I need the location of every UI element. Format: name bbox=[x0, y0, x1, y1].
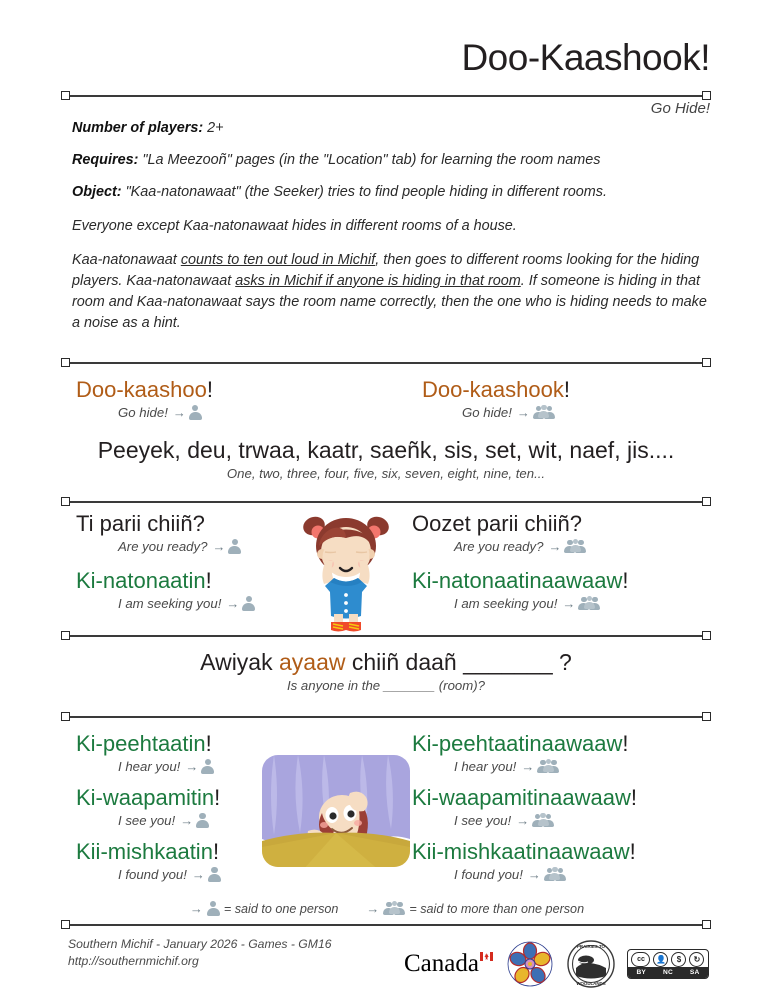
found-plural-michif bbox=[412, 838, 710, 865]
michif-punct: ? bbox=[569, 511, 582, 536]
rule-cap-right bbox=[702, 631, 711, 640]
object-line bbox=[72, 182, 717, 203]
see-plural-michif bbox=[412, 784, 710, 811]
cc-logo-icon: cc bbox=[631, 952, 650, 967]
found-plural-column bbox=[386, 730, 710, 884]
gloss-text: I am seeking you! bbox=[118, 596, 222, 611]
prairies-to-woodlands-logo bbox=[567, 940, 615, 988]
players-value: 2+ bbox=[207, 120, 224, 136]
one-person-icon bbox=[242, 596, 255, 611]
arrow-icon: → bbox=[180, 813, 194, 828]
many-people-icon bbox=[578, 596, 600, 611]
gloss-text: I see you! bbox=[118, 813, 176, 828]
michif-text: Doo-kaashook bbox=[422, 377, 564, 402]
michif-text: Kii-mishkaatin bbox=[76, 839, 213, 864]
rule-cap-left bbox=[61, 497, 70, 506]
rule-bar bbox=[66, 95, 706, 97]
girl-covering-eyes-illustration bbox=[294, 502, 398, 634]
cc-nc-label: NC bbox=[662, 969, 673, 976]
ready-plural-column bbox=[386, 510, 710, 613]
arrow-icon: → bbox=[548, 539, 562, 554]
rule-cap-right bbox=[702, 920, 711, 929]
michif-text: Ti parii chiiñ bbox=[76, 511, 193, 536]
ask-michif-line bbox=[62, 647, 710, 677]
gloss-text: I hear you! bbox=[118, 759, 181, 774]
intro-paragraph-2 bbox=[72, 250, 717, 334]
intro-p2-part-a: Kaa-natonawaat bbox=[72, 252, 181, 268]
divider-rule-4 bbox=[62, 712, 710, 722]
divider-rule-footer bbox=[62, 920, 710, 930]
one-person-icon bbox=[189, 405, 202, 420]
gloss-text: Are you ready? bbox=[454, 539, 544, 554]
ask-part-b: chiiñ daañ _______ ? bbox=[345, 649, 572, 675]
gloss-text: I found you! bbox=[118, 867, 187, 882]
gloss-text: I am seeking you! bbox=[454, 596, 558, 611]
rule-cap-left bbox=[61, 358, 70, 367]
rule-cap-right bbox=[702, 712, 711, 721]
section-go-hide bbox=[62, 376, 710, 483]
many-people-icon bbox=[532, 813, 554, 828]
michif-text: Doo-kaashoo bbox=[76, 377, 207, 402]
arrow-icon: → bbox=[212, 539, 226, 554]
section-is-anyone bbox=[62, 647, 710, 695]
michif-punct: ! bbox=[563, 377, 570, 402]
footer-url[interactable]: http://southernmichif.org bbox=[68, 954, 199, 968]
go-hide-singular bbox=[62, 376, 386, 422]
canada-wordmark-text: Canada bbox=[404, 950, 479, 977]
intro-p2-part-c: . If someone is hiding in that room and Kaa-natonawaat says the room name correctly, then the one who is hiding needs to make a noise as a hint. bbox=[72, 273, 707, 331]
one-person-icon bbox=[196, 813, 209, 828]
many-people-icon bbox=[383, 901, 405, 916]
michif-text: Ki-peehtaatinaawaaw bbox=[412, 731, 623, 756]
rule-bar bbox=[66, 716, 706, 718]
michif-punct: ! bbox=[214, 785, 221, 810]
michif-text: Ki-waapamitinaawaaw bbox=[412, 785, 631, 810]
go-hide-singular-gloss bbox=[76, 403, 386, 422]
michif-text: Ki-peehtaatin bbox=[76, 731, 206, 756]
gloss-text: Are you ready? bbox=[118, 539, 208, 554]
cc-labels-row bbox=[628, 967, 708, 978]
many-people-icon bbox=[564, 539, 586, 554]
go-hide-plural-gloss bbox=[404, 403, 710, 422]
michif-punct: ! bbox=[629, 839, 636, 864]
rule-cap-right bbox=[702, 358, 711, 367]
page-header bbox=[62, 36, 710, 80]
cc-by-label: BY bbox=[636, 969, 647, 976]
go-hide-plural bbox=[386, 376, 710, 422]
intro-p2-part-b: , then goes to different rooms looking for the hiding players. Kaa-natonawaat bbox=[72, 252, 700, 289]
footer-line-1: Southern Michif - January 2026 - Games - GM16 bbox=[68, 937, 332, 951]
players-label: Number of players: bbox=[72, 120, 204, 136]
footer-logos bbox=[404, 936, 714, 992]
cc-by-icon: 👤 bbox=[653, 952, 668, 967]
arrow-icon: → bbox=[185, 759, 199, 774]
intro-p2-underline-1: counts to ten out loud in Michif bbox=[180, 252, 376, 268]
cc-sa-icon: ↻ bbox=[689, 952, 704, 967]
many-people-icon bbox=[533, 405, 555, 420]
counting-line: Peeyek, deu, trwaa, kaatr, saeñk, sis, set, wit, naef, jis.... bbox=[97, 437, 675, 463]
ready-plural-gloss bbox=[412, 537, 710, 556]
gloss-text: Go hide! bbox=[462, 405, 512, 420]
one-person-icon bbox=[228, 539, 241, 554]
page-subtitle: Go Hide! bbox=[650, 100, 710, 117]
rule-cap-left bbox=[61, 712, 70, 721]
southern-michif-flower-logo bbox=[505, 939, 555, 989]
arrow-icon: → bbox=[226, 596, 240, 611]
intro-p2-underline-2: asks in Michif if anyone is hiding in that room bbox=[235, 273, 521, 289]
rule-bar bbox=[66, 635, 706, 637]
found-plural-gloss bbox=[412, 865, 710, 884]
michif-punct: ! bbox=[212, 839, 220, 864]
seeking-plural-gloss bbox=[412, 594, 710, 613]
divider-rule-3 bbox=[62, 631, 710, 641]
go-hide-plural-michif bbox=[404, 376, 710, 403]
seeking-plural-michif bbox=[412, 567, 710, 594]
rule-cap-left bbox=[61, 91, 70, 100]
go-hide-singular-michif bbox=[76, 376, 386, 403]
rule-cap-right bbox=[702, 91, 711, 100]
requires-label: Requires: bbox=[72, 152, 139, 168]
canada-flag-icon bbox=[480, 952, 493, 961]
michif-text: Oozet parii chiiñ bbox=[412, 511, 570, 536]
intro-paragraph-1: Everyone except Kaa-natonawaat hides in different rooms of a house. bbox=[72, 218, 517, 234]
go-hide-columns bbox=[62, 376, 710, 422]
hear-plural-michif bbox=[412, 730, 710, 757]
legend-plural-label: = said to more than one person bbox=[409, 901, 585, 916]
one-person-icon bbox=[201, 759, 214, 774]
many-people-icon bbox=[537, 759, 559, 774]
requires-value: "La Meezooñ" pages (in the "Location" tab) for learning the room names bbox=[142, 152, 601, 168]
legend-item-single bbox=[188, 901, 338, 916]
cc-sa-label: SA bbox=[689, 969, 700, 976]
arrow-icon: → bbox=[521, 759, 535, 774]
object-label: Object: bbox=[72, 184, 122, 200]
michif-punct: ! bbox=[622, 568, 629, 593]
gloss-text: I found you! bbox=[454, 867, 523, 882]
found-singular-gloss bbox=[76, 865, 386, 884]
michif-punct: ! bbox=[622, 731, 629, 756]
michif-text: Ki-waapamitin bbox=[76, 785, 215, 810]
rule-bar bbox=[66, 362, 706, 364]
arrow-icon: → bbox=[516, 405, 530, 420]
michif-punct: ! bbox=[206, 377, 213, 402]
michif-punct: ? bbox=[192, 511, 205, 536]
rule-cap-right bbox=[702, 497, 711, 506]
michif-punct: ! bbox=[630, 785, 638, 810]
arrow-icon: → bbox=[562, 596, 576, 611]
creative-commons-badge bbox=[627, 949, 709, 979]
canada-wordmark-logo bbox=[404, 950, 493, 978]
footer-credit bbox=[68, 936, 332, 970]
svg-text:WOODLANDS: WOODLANDS bbox=[576, 981, 606, 986]
gloss-text: I hear you! bbox=[454, 759, 517, 774]
hear-singular-michif bbox=[76, 730, 386, 757]
see-plural-gloss bbox=[412, 811, 710, 830]
requires-line bbox=[72, 150, 717, 171]
page-title: Doo-Kaashook! bbox=[461, 37, 710, 78]
hear-plural-gloss bbox=[412, 757, 710, 776]
michif-punct: ! bbox=[205, 568, 212, 593]
arrow-icon: → bbox=[516, 813, 530, 828]
cc-nc-icon: $ bbox=[671, 952, 686, 967]
gloss-text: I see you! bbox=[454, 813, 512, 828]
legend-item-plural bbox=[364, 901, 584, 916]
legend-single-label: = said to one person bbox=[223, 901, 339, 916]
players-line bbox=[72, 118, 717, 139]
ready-plural-michif bbox=[412, 510, 710, 537]
divider-rule-1 bbox=[62, 358, 710, 368]
svg-text:PRAIRIES TO: PRAIRIES TO bbox=[576, 944, 605, 949]
michif-text: Ki-natonaatin bbox=[76, 568, 206, 593]
michif-text: Kii-mishkaatinaawaaw bbox=[412, 839, 630, 864]
child-under-blanket-illustration bbox=[262, 755, 410, 867]
arrow-icon: → bbox=[189, 901, 203, 916]
michif-text: Ki-natonaatinaawaaw bbox=[412, 568, 623, 593]
one-person-icon bbox=[207, 901, 220, 916]
arrow-icon: → bbox=[527, 867, 541, 882]
michif-punct: ! bbox=[205, 731, 212, 756]
ask-gloss-line: Is anyone in the _______ (room)? bbox=[287, 678, 485, 693]
gloss-text: Go hide! bbox=[118, 405, 168, 420]
one-person-icon bbox=[208, 867, 221, 882]
counting-gloss: One, two, three, four, five, six, seven, eight, nine, ten... bbox=[226, 466, 546, 481]
legend bbox=[62, 901, 710, 916]
many-people-icon bbox=[544, 867, 566, 882]
rule-cap-left bbox=[61, 631, 70, 640]
arrow-icon: → bbox=[191, 867, 205, 882]
object-value: "Kaa-natonawaat" (the Seeker) tries to find people hiding in different rooms. bbox=[125, 184, 607, 200]
ask-highlight: ayaaw bbox=[278, 649, 346, 675]
rule-bar bbox=[66, 924, 706, 926]
rule-cap-left bbox=[61, 920, 70, 929]
arrow-icon: → bbox=[172, 405, 186, 420]
page-subtitle-wrap bbox=[62, 100, 710, 118]
arrow-icon: → bbox=[366, 901, 380, 916]
intro-block bbox=[72, 118, 717, 343]
ask-part-a: Awiyak bbox=[200, 649, 279, 675]
